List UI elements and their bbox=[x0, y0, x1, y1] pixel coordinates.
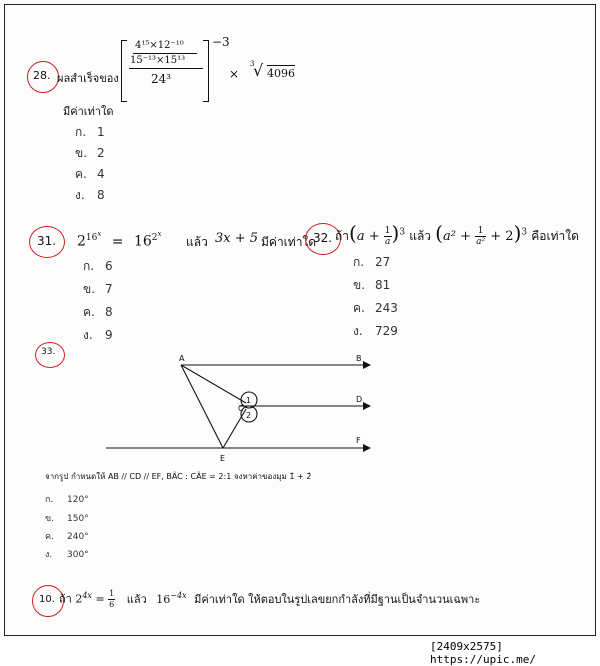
arrow-d bbox=[363, 402, 371, 410]
q31-choice-4: ง. 9 bbox=[83, 328, 113, 342]
q31-then: แล้ว bbox=[186, 235, 208, 249]
angle-2-label: 2 bbox=[246, 411, 252, 420]
q33-choice-4: ง. 300° bbox=[45, 550, 89, 560]
q28-choice-3: ค. 4 bbox=[75, 167, 105, 181]
q28-num-top: 4¹⁵×12⁻¹⁰ bbox=[135, 40, 184, 51]
q28-denominator: 24³ bbox=[151, 72, 172, 86]
q33-choice-2: ข. 150° bbox=[45, 514, 89, 524]
q31-ask: มีค่าเท่าใด bbox=[261, 235, 317, 249]
q10-number: 10. bbox=[39, 594, 55, 605]
segment-ce bbox=[223, 409, 246, 448]
q28-bracket-right bbox=[203, 40, 209, 102]
q32-expression: ถ้า(a + $\frac{1}{a}$ )$^3$ แล้ว (a² + $\frac{1}{\text{a²}}$ + 2)$^3$ คือเท่าใด bbox=[335, 221, 579, 247]
q28-ask: มีค่าเท่าใด bbox=[63, 105, 114, 118]
q33-choice-1: ก. 120° bbox=[45, 495, 89, 505]
q32-choice-4: ง. 729 bbox=[353, 324, 398, 338]
q28-main-bar bbox=[129, 68, 203, 69]
q33-diagram bbox=[101, 351, 401, 471]
label-a: A bbox=[179, 354, 185, 363]
q28-number: 28. bbox=[33, 69, 51, 82]
q28-radicand: 4096 bbox=[267, 67, 295, 80]
q32-number: 32. bbox=[313, 231, 333, 245]
q28-bracket-left bbox=[121, 40, 127, 102]
q28-choice-4: ง. 8 bbox=[75, 188, 105, 202]
q28-exponent: −3 bbox=[212, 35, 230, 49]
q33-choice-3: ค. 240° bbox=[45, 532, 89, 542]
q32-choice-2: ข. 81 bbox=[353, 278, 391, 292]
q28-intro: ผลสำเร็จของ bbox=[57, 72, 119, 85]
arrow-f bbox=[363, 444, 371, 452]
q10-expression: ถ้า $2^{4x}$ = $\frac{1}{6}$ แล้ว $16^{-4x}$ มีค่าเท่าใด ให้ตอบในรูปเลขยกกำลังที่มีฐานเป็นจำนวนเฉพาะ bbox=[59, 589, 481, 609]
q28-times: × bbox=[229, 67, 240, 81]
label-b: B bbox=[356, 354, 362, 363]
q33-statement: จากรูป กำหนดให้ AB // CD // EF, BÂC : CÂE = 2:1 จงหาค่าของมุม 1̂ + 2̂ bbox=[45, 472, 312, 481]
q28-inner-bar bbox=[133, 53, 197, 54]
q32-choice-1: ก. 27 bbox=[353, 255, 391, 269]
arrow-b bbox=[363, 361, 371, 369]
label-c: C bbox=[238, 404, 244, 413]
q31-choice-2: ข. 7 bbox=[83, 282, 113, 296]
q28-num-bottom: 15⁻¹³×15¹³ bbox=[130, 55, 186, 66]
image-source-footer: [2409x2575] https://upic.me/ bbox=[430, 640, 536, 666]
angle-1-label: 1 bbox=[246, 396, 252, 405]
label-d: D bbox=[356, 395, 363, 404]
q31-choice-1: ก. 6 bbox=[83, 259, 113, 273]
q32-choice-3: ค. 243 bbox=[353, 301, 398, 315]
scanned-page bbox=[4, 4, 596, 636]
q33-number: 33. bbox=[41, 347, 56, 357]
q31-equation: $2^{16^x} = 16^{2^x}$ bbox=[77, 230, 162, 250]
q28-root-index: 3 bbox=[250, 60, 255, 68]
q28-root-sign: √ bbox=[253, 61, 264, 80]
label-e: E bbox=[220, 454, 226, 463]
q28-choice-2: ข. 2 bbox=[75, 146, 105, 160]
q31-expr: 3x + 5 bbox=[215, 231, 259, 246]
q28-choice-1: ก. 1 bbox=[75, 125, 105, 139]
q31-choice-3: ค. 8 bbox=[83, 305, 113, 319]
label-f: F bbox=[356, 436, 361, 445]
q31-number: 31. bbox=[37, 234, 57, 248]
